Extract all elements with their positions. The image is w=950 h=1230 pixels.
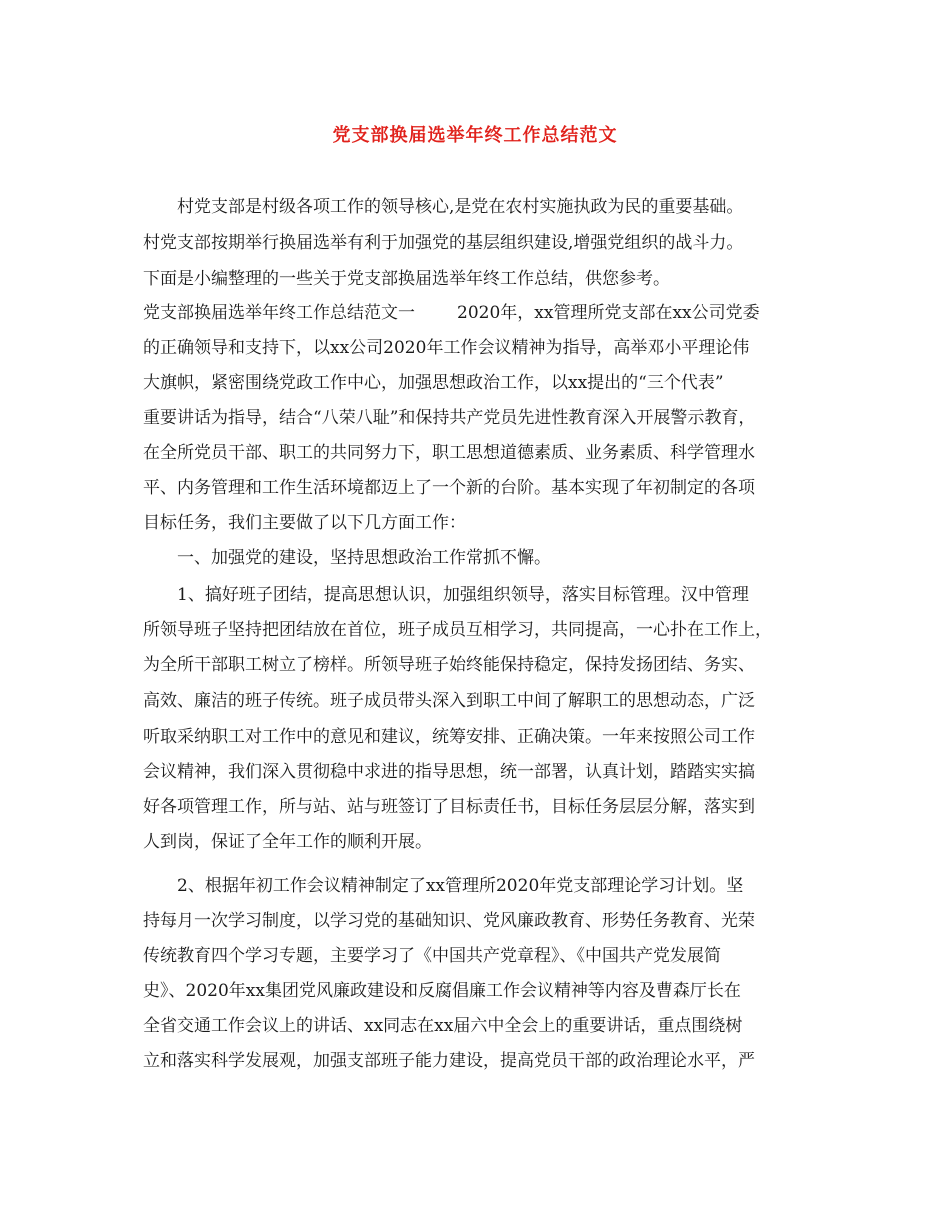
paragraph-line: 高效、廉洁的班子传统。班子成员带头深入到职工中间了解职工的思想动态，广泛	[143, 691, 755, 711]
paragraph-line: 村党支部是村级各项工作的领导核心,是党在农村实施执政为民的重要基础。	[177, 197, 744, 217]
paragraph-line: 听取采纳职工对工作中的意见和建议，统筹安排、正确决策。一年来按照公司工作	[143, 727, 755, 747]
paragraph-line: 平、内务管理和工作生活环境都迈上了一个新的台阶。基本实现了年初制定的各项	[143, 478, 755, 498]
paragraph-line: 传统教育四个学习专题，主要学习了《中国共产党章程》、《中国共产党发展简	[143, 946, 721, 966]
paragraph-line: 所领导班子坚持把团结放在首位，班子成员互相学习，共同提高，一心扑在工作上，	[143, 620, 772, 640]
paragraph-line: 史》、2020年xx集团党风廉政建设和反腐倡廉工作会议精神等内容及曹森厅长在	[143, 981, 741, 1001]
paragraph-line: 的正确领导和支持下，以xx公司2020年工作会议精神为指导，高举邓小平理论伟	[143, 338, 750, 358]
section-heading: 党支部换届选举年终工作总结范文一	[143, 303, 415, 323]
paragraph-line: 2、根据年初工作会议精神制定了xx管理所2020年党支部理论学习计划。坚	[177, 876, 744, 896]
paragraph-line: 下面是小编整理的一些关于党支部换届选举年终工作总结，供您参考。	[143, 269, 670, 289]
paragraph-line: 好各项管理工作，所与站、站与班签订了目标责任书，目标任务层层分解，落实到	[143, 797, 755, 817]
paragraph-line: 大旗帜，紧密围绕党政工作中心，加强思想政治工作，以xx提出的“三个代表”	[143, 373, 724, 393]
paragraph-line: 1、搞好班子团结，提高思想认识，加强组织领导，落实目标管理。汉中管理	[177, 585, 749, 605]
document-title: 党支部换届选举年终工作总结范文	[332, 125, 618, 146]
paragraph-line: 村党支部按期举行换届选举有利于加强党的基层组织建设,增强党组织的战斗力。	[143, 233, 744, 253]
paragraph-line: 持每月一次学习制度，以学习党的基础知识、党风廉政教育、形势任务教育、光荣	[143, 911, 755, 931]
paragraph-line: 重要讲话为指导，结合“八荣八耻”和保持共产党员先进性教育深入开展警示教育，	[143, 408, 756, 428]
section-heading-line	[143, 298, 823, 328]
paragraph-line: 在全所党员干部、职工的共同努力下，职工思想道德素质、业务素质、科学管理水	[143, 443, 755, 463]
subheading-line: 一、加强党的建设，坚持思想政治工作常抓不懈。	[177, 548, 551, 568]
paragraph-line: 人到岗，保证了全年工作的顺利开展。	[143, 832, 432, 852]
paragraph-line: 目标任务，我们主要做了以下几方面工作：	[143, 513, 466, 533]
paragraph-line: 为全所干部职工树立了榜样。所领导班子始终能保持稳定，保持发扬团结、务实、	[143, 655, 755, 675]
paragraph-line: 立和落实科学发展观，加强支部班子能力建设，提高党员干部的政治理论水平，严	[143, 1051, 755, 1071]
paragraph-line-start: 2020年，xx管理所党支部在xx公司党委	[457, 303, 760, 323]
paragraph-line: 全省交通工作会议上的讲话、xx同志在xx届六中全会上的重要讲话，重点围绕树	[143, 1016, 743, 1036]
paragraph-line: 会议精神，我们深入贯彻稳中求进的指导思想，统一部署，认真计划，踏踏实实搞	[143, 762, 755, 782]
